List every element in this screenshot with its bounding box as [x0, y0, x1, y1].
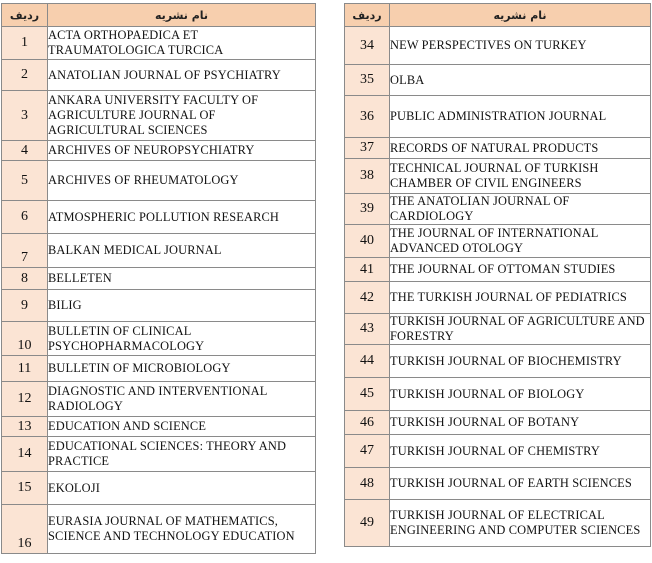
table-row [2, 60, 316, 91]
table-row [2, 356, 316, 382]
journal-name: TECHNICAL JOURNAL OF TURKISH CHAMBER OF CIVIL ENGINEERS [390, 159, 651, 194]
row-index: 4 [2, 141, 48, 161]
journal-table-left [1, 3, 316, 554]
table-row [345, 378, 651, 411]
row-index: 43 [345, 314, 390, 345]
table-row [345, 27, 651, 65]
row-index: 48 [345, 468, 390, 500]
table-row [2, 234, 316, 268]
row-index: 15 [2, 472, 48, 505]
journal-name: ARCHIVES OF NEUROPSYCHIATRY [48, 141, 316, 161]
journal-name: THE JOURNAL OF INTERNATIONAL ADVANCED OTOLOGY [390, 225, 651, 258]
journal-name: BALKAN MEDICAL JOURNAL [48, 234, 316, 268]
row-index: 12 [2, 382, 48, 417]
row-index: 36 [345, 96, 390, 138]
table-row [2, 437, 316, 472]
table-row [345, 159, 651, 194]
row-index: 7 [2, 234, 48, 268]
table-row [2, 141, 316, 161]
table-row [2, 505, 316, 554]
journal-name: BULLETIN OF MICROBIOLOGY [48, 356, 316, 382]
journal-name: BULLETIN OF CLINICAL PSYCHOPHARMACOLOGY [48, 322, 316, 356]
row-index: 8 [2, 268, 48, 290]
row-index: 11 [2, 356, 48, 382]
journal-name: RECORDS OF NATURAL PRODUCTS [390, 138, 651, 159]
journal-name: TURKISH JOURNAL OF BIOCHEMISTRY [390, 345, 651, 378]
table-row [345, 258, 651, 282]
row-index: 35 [345, 65, 390, 96]
table-row [2, 290, 316, 322]
row-index: 47 [345, 435, 390, 468]
row-index: 39 [345, 194, 390, 225]
row-index: 37 [345, 138, 390, 159]
row-index: 41 [345, 258, 390, 282]
table-row [345, 225, 651, 258]
journal-name: EDUCATIONAL SCIENCES: THEORY AND PRACTICE [48, 437, 316, 472]
table-row [345, 282, 651, 314]
row-index: 1 [2, 27, 48, 60]
row-index: 42 [345, 282, 390, 314]
row-index: 34 [345, 27, 390, 65]
row-index: 5 [2, 161, 48, 201]
row-index: 38 [345, 159, 390, 194]
table-row [2, 472, 316, 505]
row-index: 45 [345, 378, 390, 411]
header-journal-name: نام نشریه [48, 4, 316, 27]
table-row [345, 500, 651, 547]
row-index: 2 [2, 60, 48, 91]
row-index: 13 [2, 417, 48, 437]
header-index: ردیف [2, 4, 48, 27]
journal-name: ACTA ORTHOPAEDICA ET TRAUMATOLOGICA TURCICA [48, 27, 316, 60]
journal-name: TURKISH JOURNAL OF BIOLOGY [390, 378, 651, 411]
journal-name: TURKISH JOURNAL OF ELECTRICAL ENGINEERING AND COMPUTER SCIENCES [390, 500, 651, 547]
table-row [345, 138, 651, 159]
table-row [2, 268, 316, 290]
table-row [2, 27, 316, 60]
table-row [345, 194, 651, 225]
table-row [345, 345, 651, 378]
row-index: 6 [2, 201, 48, 234]
table-row [345, 65, 651, 96]
journal-name: OLBA [390, 65, 651, 96]
row-index: 16 [2, 505, 48, 554]
table-row [345, 96, 651, 138]
journal-name: THE TURKISH JOURNAL OF PEDIATRICS [390, 282, 651, 314]
journal-name: ARCHIVES OF RHEUMATOLOGY [48, 161, 316, 201]
row-index: 49 [345, 500, 390, 547]
journal-name: DIAGNOSTIC AND INTERVENTIONAL RADIOLOGY [48, 382, 316, 417]
journal-name: PUBLIC ADMINISTRATION JOURNAL [390, 96, 651, 138]
table-row [2, 91, 316, 141]
header-journal-name: نام نشریه [390, 4, 651, 27]
journal-name: THE ANATOLIAN JOURNAL OF CARDIOLOGY [390, 194, 651, 225]
journal-name: EDUCATION AND SCIENCE [48, 417, 316, 437]
table-row [345, 314, 651, 345]
journal-table-right [344, 3, 651, 547]
journal-name: ANKARA UNIVERSITY FACULTY OF AGRICULTURE JOURNAL OF AGRICULTURAL SCIENCES [48, 91, 316, 141]
row-index: 14 [2, 437, 48, 472]
row-index: 10 [2, 322, 48, 356]
table-row [2, 322, 316, 356]
journal-name: NEW PERSPECTIVES ON TURKEY [390, 27, 651, 65]
journal-name: ATMOSPHERIC POLLUTION RESEARCH [48, 201, 316, 234]
header-index: ردیف [345, 4, 390, 27]
journal-name: BELLETEN [48, 268, 316, 290]
row-index: 44 [345, 345, 390, 378]
journal-name: THE JOURNAL OF OTTOMAN STUDIES [390, 258, 651, 282]
row-index: 40 [345, 225, 390, 258]
journal-name: TURKISH JOURNAL OF BOTANY [390, 411, 651, 435]
table-row [2, 201, 316, 234]
journal-name: TURKISH JOURNAL OF AGRICULTURE AND FORESTRY [390, 314, 651, 345]
journal-name: EKOLOJI [48, 472, 316, 505]
row-index: 9 [2, 290, 48, 322]
row-index: 3 [2, 91, 48, 141]
table-row [2, 161, 316, 201]
table-row [345, 411, 651, 435]
table-row [2, 417, 316, 437]
journal-name: BILIG [48, 290, 316, 322]
table-row [345, 435, 651, 468]
journal-name: ANATOLIAN JOURNAL OF PSYCHIATRY [48, 60, 316, 91]
journal-name: EURASIA JOURNAL OF MATHEMATICS, SCIENCE AND TECHNOLOGY EDUCATION [48, 505, 316, 554]
journal-name: TURKISH JOURNAL OF CHEMISTRY [390, 435, 651, 468]
table-row [2, 382, 316, 417]
table-row [345, 468, 651, 500]
journal-name: TURKISH JOURNAL OF EARTH SCIENCES [390, 468, 651, 500]
row-index: 46 [345, 411, 390, 435]
